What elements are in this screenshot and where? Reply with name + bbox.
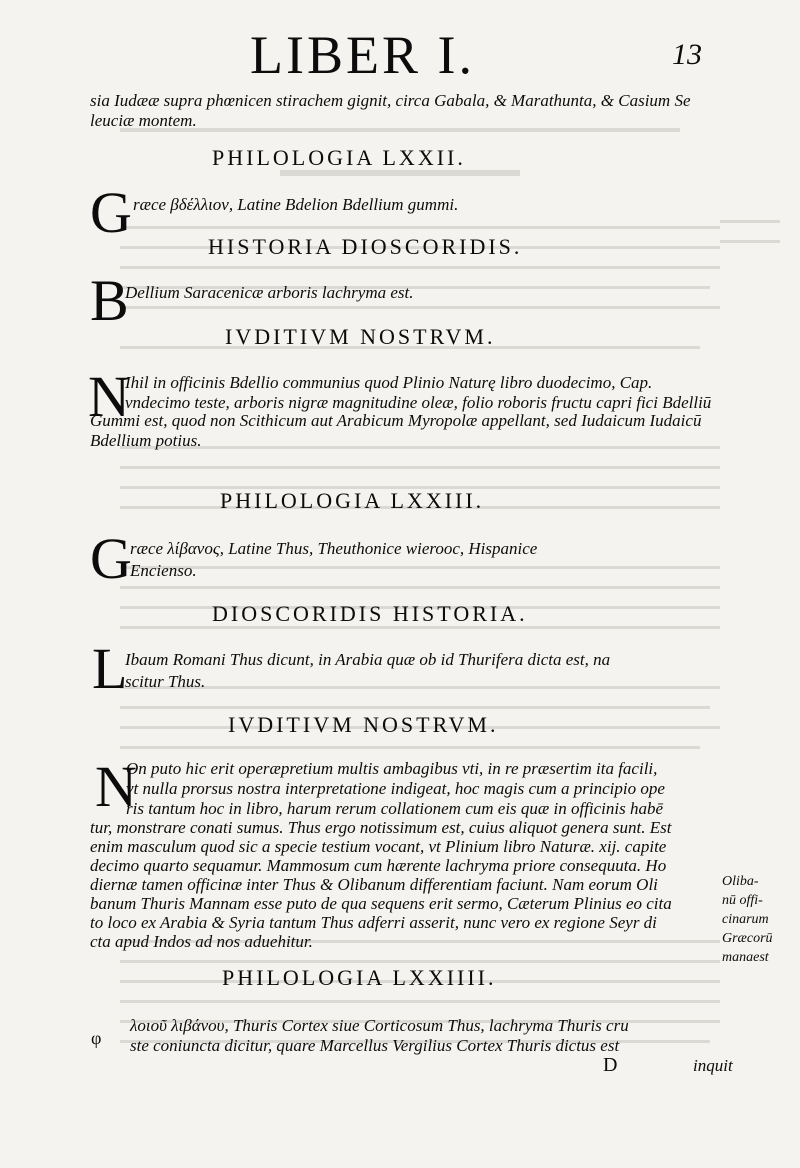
- section-heading: PHILOLOGIA LXXII.: [212, 145, 466, 170]
- text-line: decimo quarto sequamur. Mammosum cum hærente lachryma priore consequuta. Ho: [90, 856, 667, 875]
- text-line: λοιοῦ λιβάνου, Thuris Cortex siue Corticosum Thus, lachryma Thuris cru: [130, 1016, 629, 1035]
- text-line: banum Thuris Mannam esse puto de qua sequens erit sermo, Cæterum Plinius eo cita: [90, 894, 672, 913]
- running-head: LIBER I.: [250, 25, 475, 85]
- drop-cap: N: [95, 754, 137, 819]
- drop-cap: L: [92, 636, 128, 701]
- text-line: ræce λίβανος, Latine Thus, Theuthonice wierooc, Hispanice: [130, 539, 538, 558]
- text-line: Ihil in officinis Bdellio communius quod Plinio Naturę libro duodecimo, Cap.: [125, 373, 653, 392]
- text-line: Dellium Saracenicæ arboris lachryma est.: [125, 283, 414, 302]
- text-line: to loco ex Arabia & Syria tantum Thus adferri asserit, nunc vero ex regione Seyr di: [90, 913, 657, 932]
- text-line: Bdellium potius.: [90, 431, 202, 450]
- phi-mark: φ: [91, 1028, 102, 1048]
- text-line: enim masculum quod sic a specie testium vocant, vt Plinium libro Naturæ. xij. capite: [90, 837, 667, 856]
- section-heading: DIOSCORIDIS HISTORIA.: [212, 601, 528, 626]
- catchword: inquit: [693, 1056, 733, 1075]
- drop-cap: G: [90, 526, 132, 591]
- text-line: vndecimo teste, arboris nigræ magnitudine oleæ, folio roboris fructu capri fici Bdelliū: [125, 393, 712, 412]
- text-line: Encienso.: [130, 561, 197, 580]
- page-number: 13: [672, 38, 702, 71]
- text-line: vt nulla prorsus nostra interpretatione indigeat, hoc magis cum a principio ope: [126, 779, 665, 798]
- text-line: ræce βδέλλιον, Latine Bdelion Bdellium gummi.: [133, 195, 459, 214]
- signature-mark: D: [603, 1054, 618, 1076]
- text-line: ste coniuncta dicitur, quare Marcellus Vergilius Cortex Thuris dictus est: [130, 1036, 620, 1055]
- section-heading: PHILOLOGIA LXXIIII.: [222, 965, 497, 990]
- text-line: diernæ tamen officinæ inter Thus & Olibanum differentiam faciunt. Nam eorum Oli: [90, 875, 658, 894]
- text-line: Gummi est, quod non Scithicum aut Arabicum Myropolæ appellant, sed Iudaicum Iudaicū: [90, 411, 702, 430]
- drop-cap: B: [90, 268, 129, 333]
- drop-cap: G: [90, 180, 132, 245]
- book-page: LIBER I. 13 sia Iudææ supra phœnicen stirachem gignit, circa Gabala, & Marathunta, & Casium Se leuciæ montem. PHILOLOGIA LXXII. G ræce βδέλλιον, Latine Bdelion Bdellium gummi. HISTORIA DIOSCORIDIS. B Dellium Saracenicæ arboris lachryma est. IVDITIVM NOSTRVM. N Ihil in officinis Bdellio communius quod Plinio Naturę libro duodecimo, Cap. vndecimo teste, arboris nigræ magnitudine oleæ, folio roboris fructu capri fici Bdelliū Gummi est, quod non Scithicum aut Arabicum Myropolæ appellant, sed Iudaicum Iudaicū Bdellium potius. PHILOLOGIA LXXIII. G ræce λίβανος, Latine Thus, Theuthonice wierooc, Hispanice Encienso. DIOSCORIDIS HISTORIA. L Ibaum Romani Thus dicunt, in Arabia quæ ob id Thurifera dicta est, na scitur Thus. IVDITIVM NOSTRVM. N On puto hic erit operæpretium multis ambagibus vti, in re præsertim ita facili, vt nulla prorsus nostra interpretatione indigeat, hoc magis cum a principio ope ris tantum hoc in libro, harum rerum collationem cum eis quæ in officinis habē tur, monstrare conati sumus. Thus ergo notissimum est, cuius aliquot genera sunt. Est enim masculum quod sic a specie testium vocant, vt Plinium libro Naturæ. xij. capite decimo quarto sequamur. Mammosum cum hærente lachryma priore consequuta. Ho diernæ tamen officinæ inter Thus & Olibanum differentiam faciunt. Nam eorum Oli banum Thuris Mannam esse puto de qua sequens erit sermo, Cæterum Plinius eo cita to loco ex Arabia & Syria tantum Thus adferri asserit, nunc vero ex regione Seyr di cta apud Indos ad nos aduehitur. Oliba- nū offi- cinarum Græcorū manaest PHILOLOGIA LXXIIII. φ λοιοῦ λιβάνου, Thuris Cortex siue Corticosum Thus, lachryma Thuris cru ste coniuncta dicitur, quare Marcellus Vergilius Cortex Thuris dictus est inquit D: [88, 25, 773, 1076]
- drop-cap: N: [88, 364, 130, 429]
- section-heading: PHILOLOGIA LXXIII.: [220, 488, 485, 513]
- section-heading: IVDITIVM NOSTRVM.: [225, 324, 496, 349]
- text-line: tur, monstrare conati sumus. Thus ergo notissimum est, cuius aliquot genera sunt. Est: [90, 818, 672, 837]
- continuation-line: sia Iudææ supra phœnicen stirachem gignit, circa Gabala, & Marathunta, & Casium Se: [90, 91, 691, 110]
- text-line: Ibaum Romani Thus dicunt, in Arabia quæ ob id Thurifera dicta est, na: [125, 650, 611, 669]
- text-line: cta apud Indos ad nos aduehitur.: [90, 932, 313, 951]
- text-line: ris tantum hoc in libro, harum rerum collationem cum eis quæ in officinis habē: [126, 799, 664, 818]
- text-line: On puto hic erit operæpretium multis ambagibus vti, in re præsertim ita facili,: [126, 759, 658, 778]
- continuation-line: leuciæ montem.: [90, 111, 197, 130]
- text-line: scitur Thus.: [125, 672, 206, 691]
- section-heading: IVDITIVM NOSTRVM.: [228, 712, 499, 737]
- section-heading: HISTORIA DIOSCORIDIS.: [208, 234, 523, 259]
